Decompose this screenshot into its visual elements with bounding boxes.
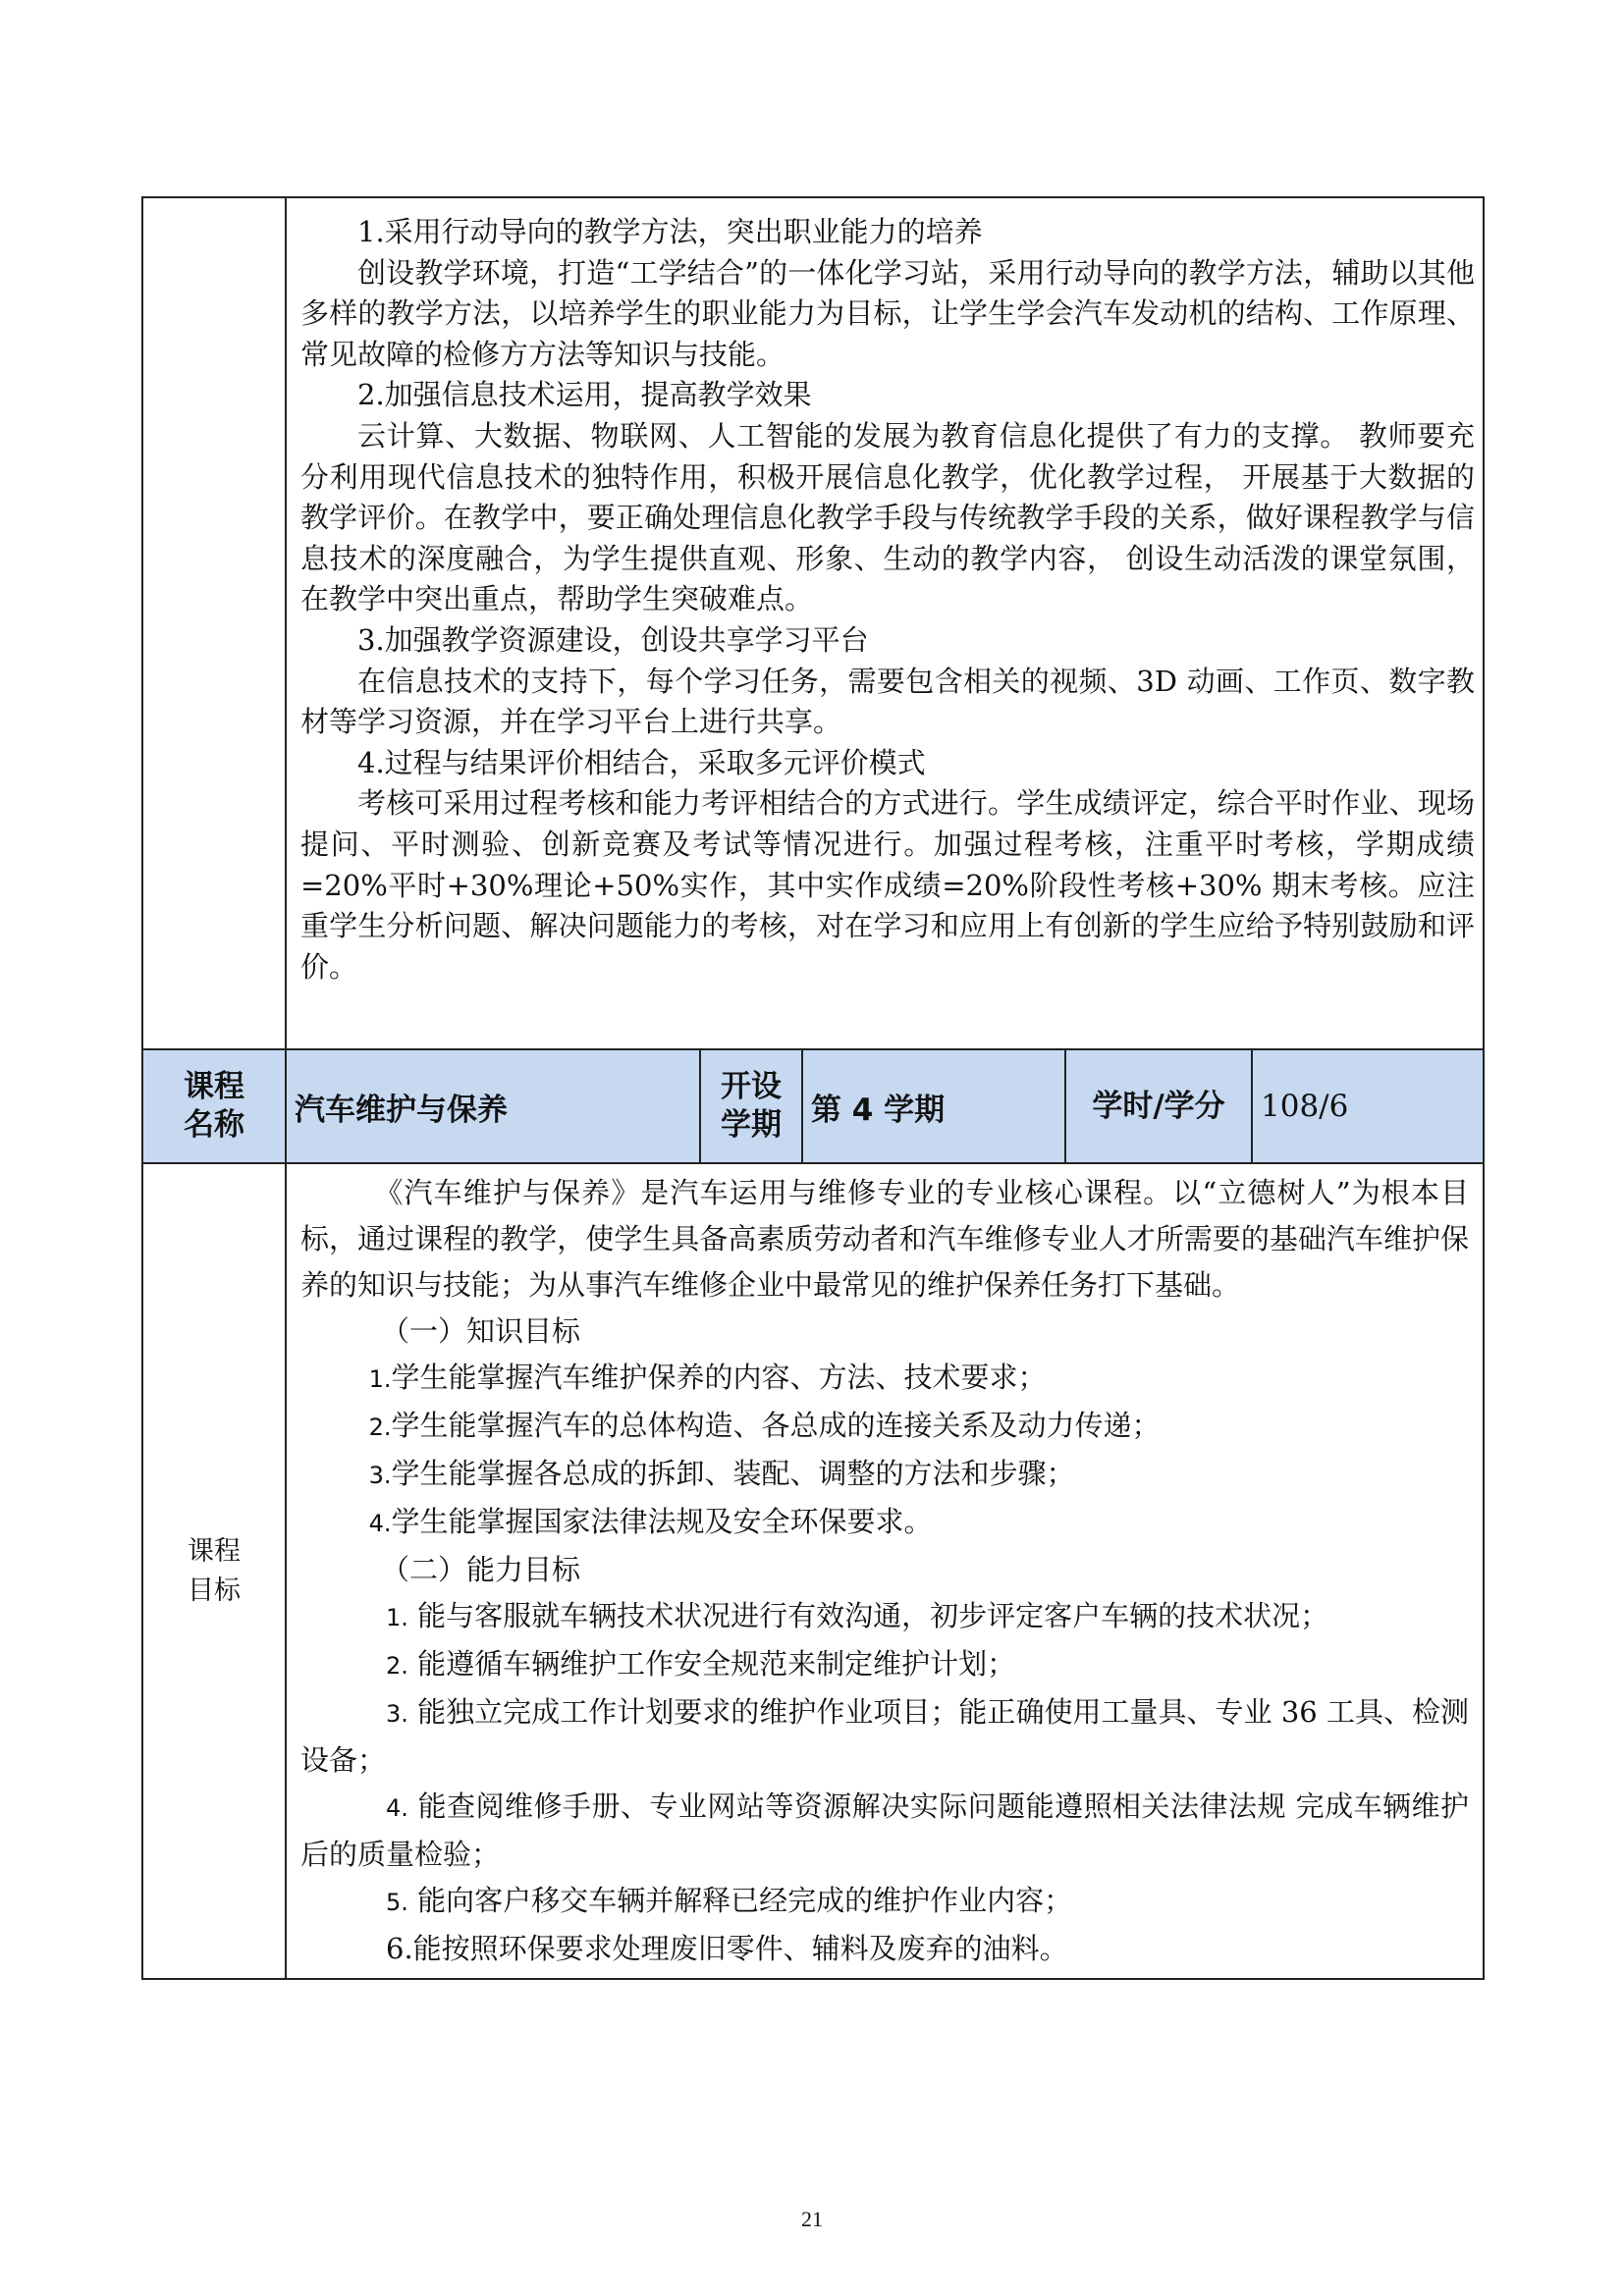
knowledge-goal-item: 2.学生能掌握汽车的总体构造、各总成的连接关系及动力传递； [368, 1409, 1161, 1442]
method-heading-1: 1.采用行动导向的教学方法，突出职业能力的培养 [357, 215, 983, 248]
teaching-methods-cell [286, 197, 1484, 1049]
course-goals-row [142, 1163, 1484, 1979]
course-table [141, 196, 1485, 1980]
teaching-methods-row [142, 197, 1484, 1049]
page-number: 21 [801, 2207, 823, 2231]
ability-goal-item: 5. 能向客户移交车辆并解释已经完成的维护作业内容； [386, 1884, 1073, 1917]
method-body-4: 考核可采用过程考核和能力考评相结合的方式进行。学生成绩评定，综合平时作业、现场提问、平时测验、创新竞赛及考试等情况进行。加强过程考核，注重平时考核，学期成绩=20%平时+30%理论+50%实作，其中实作成绩=20%阶段性考核+30% 期末考核。应注重学生分析问题、解决问题能力的考核，对在学习和应用上有创新的学生应给予特别鼓励和评价。 [300, 786, 1476, 984]
ability-goal-item: 4. 能查阅维修手册、专业网站等资源解决实际问题能遵照相关法律法规 完成车辆维护后的质量检验； [300, 1789, 1470, 1871]
method-heading-4: 4.过程与结果评价相结合，采取多元评价模式 [357, 745, 926, 779]
term-value: 第 4 学期 [802, 1049, 1065, 1163]
term-label: 开设学期 [700, 1049, 802, 1163]
goals-intro: 《汽车维护与保养》是汽车运用与维修专业的专业核心课程。以“立德树人”为根本目标，通过课程的教学，使学生具备高素质劳动者和汽车维修专业人才所需要的基础汽车维护保养的知识与技能；为从事汽车维修企业中最常见的维护保养任务打下基础。 [300, 1176, 1470, 1302]
course-goals-cell [286, 1163, 1484, 1979]
ability-goal-item: 3. 能独立完成工作计划要求的维护作业项目；能正确使用工量具、专业 36 工具、检测设备； [300, 1695, 1470, 1777]
course-goals-label: 课程目标 [142, 1163, 286, 1979]
course-header-row [142, 1049, 1484, 1163]
course-name-label: 课程名称 [142, 1049, 286, 1163]
knowledge-goal-item: 3.学生能掌握各总成的拆卸、装配、调整的方法和步骤； [368, 1457, 1075, 1490]
knowledge-goal-item: 4.学生能掌握国家法律法规及安全环保要求。 [368, 1505, 933, 1538]
ability-goals-heading: （二）能力目标 [381, 1553, 581, 1586]
ability-goal-item: 6.能按照环保要求处理废旧零件、辅料及废弃的油料。 [386, 1932, 1068, 1965]
course-name-value: 汽车维护与保养 [286, 1049, 700, 1163]
method-heading-2: 2.加强信息技术运用，提高教学效果 [357, 378, 812, 412]
method-heading-3: 3.加强教学资源建设，创设共享学习平台 [357, 622, 869, 657]
method-body-2: 云计算、大数据、物联网、人工智能的发展为教育信息化提供了有力的支撑。 教师要充分利用现代信息技术的独特作用，积极开展信息化教学，优化教学过程， 开展基于大数据的教学评价。在教学中，要正确处理信息化教学手段与传统教学手段的关系，做好课程教学与信息技术的深度融合，为学生提供直观、形象、生动的教学内容， 创设生动活泼的课堂氛围，在教学中突出重点，帮助学生突破难点。 [300, 418, 1476, 616]
hours-credits-value: 108/6 [1252, 1049, 1484, 1163]
knowledge-goals-heading: （一）知识目标 [381, 1314, 581, 1348]
ability-goal-item: 2. 能遵循车辆维护工作安全规范来制定维护计划； [386, 1647, 1016, 1681]
hours-credits-label: 学时/学分 [1065, 1049, 1252, 1163]
method-body-1: 创设教学环境，打造“工学结合”的一体化学习站，采用行动导向的教学方法，辅助以其他多样的教学方法，以培养学生的职业能力为目标，让学生学会汽车发动机的结构、工作原理、常见故障的检修方方法等知识与技能。 [300, 255, 1476, 371]
ability-goal-item: 1. 能与客服就车辆技术状况进行有效沟通，初步评定客户车辆的技术状况； [386, 1599, 1329, 1632]
teaching-methods-side-cell [142, 197, 286, 1049]
method-body-3: 在信息技术的支持下，每个学习任务，需要包含相关的视频、3D 动画、工作页、数字教材等学习资源，并在学习平台上进行共享。 [300, 664, 1476, 739]
knowledge-goal-item: 1.学生能掌握汽车维护保养的内容、方法、技术要求； [368, 1361, 1047, 1394]
